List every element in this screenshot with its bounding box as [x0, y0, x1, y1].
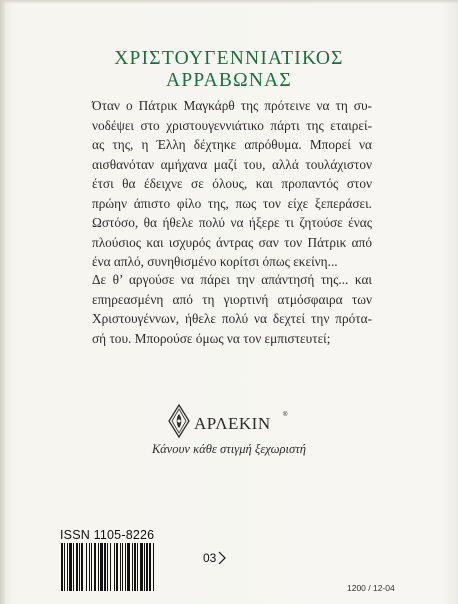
barcode: [60, 543, 200, 591]
blurb-line: νοδέψει στο χριστουγεννιάτικο πάρτι της εταιρεί-: [92, 117, 372, 133]
blurb-line: έτσι θα έδειχνε σε όλους, και προπαντός στον: [92, 176, 372, 191]
publisher-tagline: Κάνουν κάθε στιγμή ξεχωριστή: [152, 442, 306, 456]
issue-addon-number: 03: [203, 551, 217, 565]
publisher-logo: [0, 402, 458, 442]
publisher-name: ΑΡΛΕΚΙΝ: [194, 414, 271, 433]
blurb-line: πρώην άπιστο φίλο της, πως τον είχε ξεπεράσει.: [92, 195, 372, 211]
blurb-line: πλούσιος και ισχυρός άντρας σαν τον Πάτρικ από: [92, 234, 372, 250]
blurb-line: Όταν ο Πάτρικ Μαγκάρθ της πρότεινε να τη συ-: [92, 98, 372, 113]
blurb-line: σή του. Μπορούσε όμως να τον εμπιστευτεί;: [92, 330, 331, 346]
cover-top-shadow: [0, 0, 458, 4]
registered-mark: ®: [283, 412, 288, 418]
catalog-code: 1200 / 12-04: [347, 583, 395, 593]
blurb-line: ένα απλό, συνηθισμένο κορίτσι όπως εκείνη...: [92, 254, 338, 269]
harlequin-diamond-icon: [168, 404, 190, 438]
blurb-line: ας της, η Έλλη δέχτηκε απρόθυμα. Μπορεί να: [92, 137, 372, 152]
book-title-line-2: ΑΡΡΑΒΩΝΑΣ: [166, 70, 292, 91]
blurb-paragraph-1: [92, 96, 372, 272]
book-title-line-1: ΧΡΙΣΤΟΥΓΕΝΝΙΑΤΙΚΟΣ: [114, 48, 344, 69]
blurb-line: επηρεασμένη από τη γιορτινή ατμόσφαιρα των: [92, 291, 372, 307]
blurb-line: Χριστουγέννων, ήθελε πολύ να δεχτεί την πρότα-: [92, 311, 372, 326]
issn-label: ISSN 1105-8226: [60, 528, 155, 542]
blurb-line: Δε θ’ αργούσε να πάρει την απάντησή της... και: [92, 272, 372, 287]
blurb-line: αισθανόταν αμήχανα μαζί του, αλλά τουλάχιστον: [92, 156, 372, 172]
blurb-paragraph-2: [92, 270, 372, 348]
blurb-line: Ωστόσο, θα ήθελε πολύ να ήξερε τι ζητούσε ένας: [92, 215, 372, 230]
chevron-right-icon: [218, 551, 226, 565]
